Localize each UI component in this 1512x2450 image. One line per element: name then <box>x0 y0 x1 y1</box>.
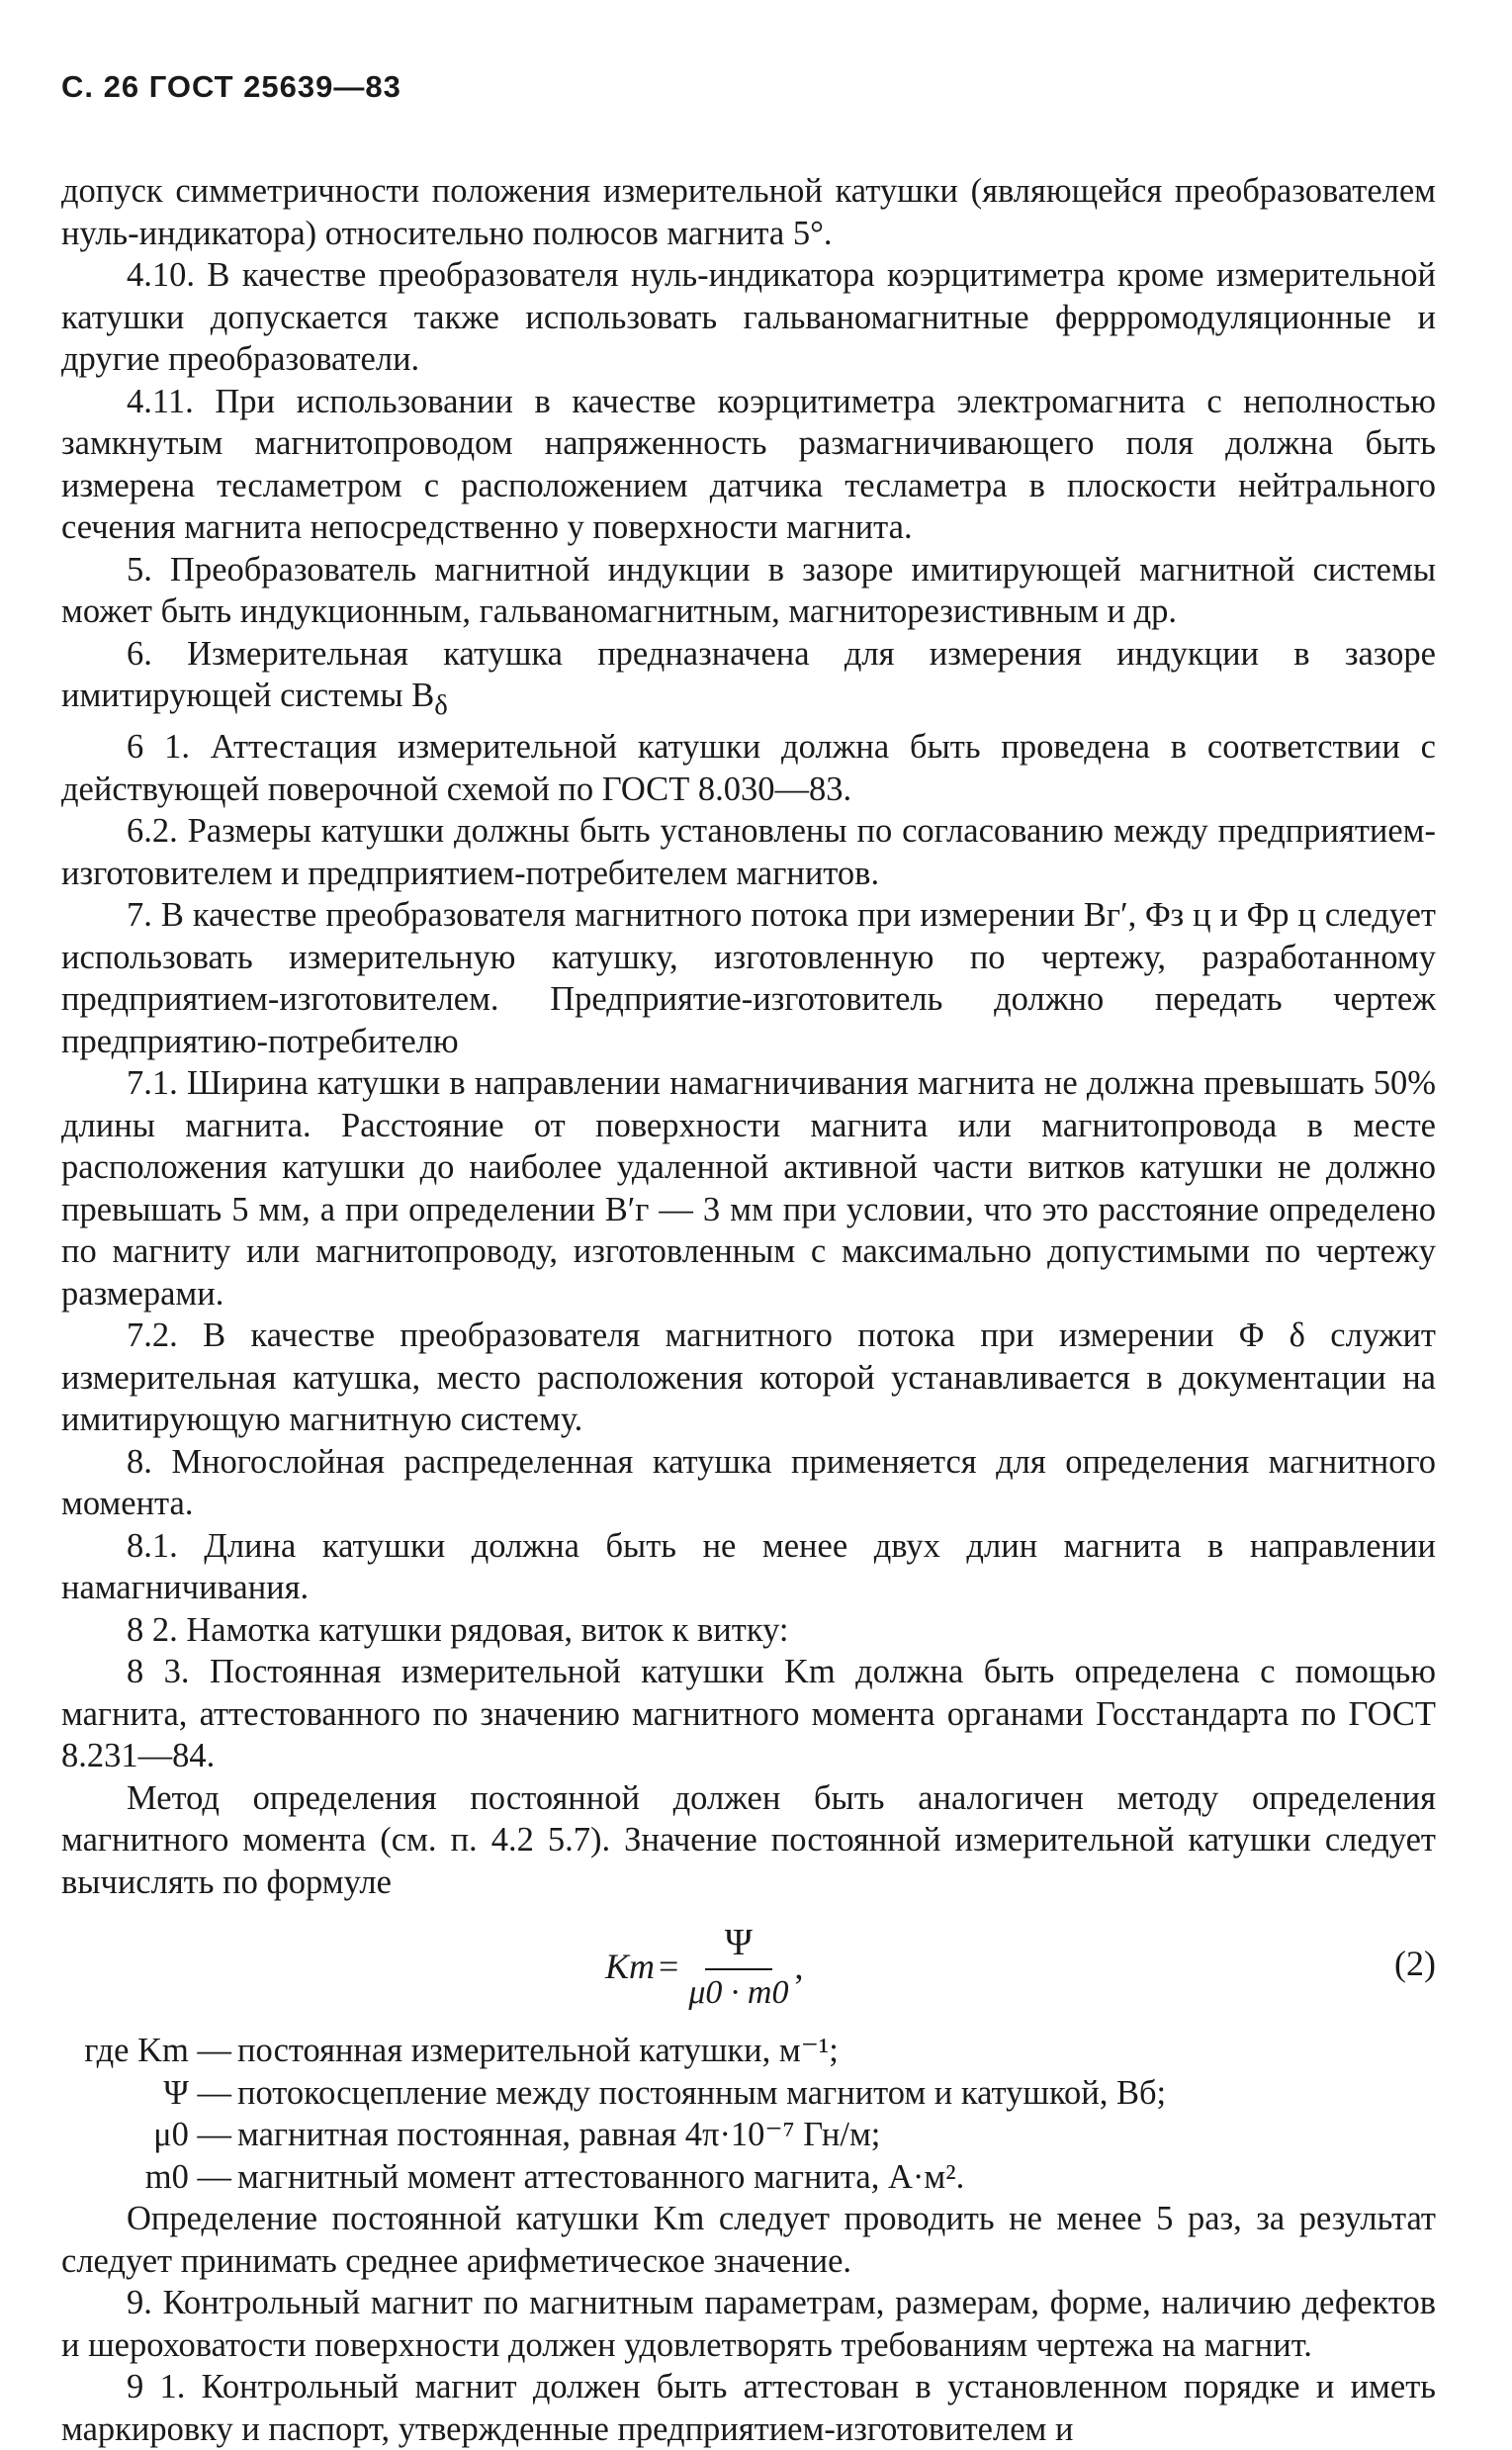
paragraph-text: 6. Измерительная катушка предназначена для измерения индукции в зазоре имитирующей системы B <box>61 634 1436 714</box>
paragraph: 6 1. Аттестация измерительной катушки должна быть проведена в соответствии с действующей поверочной схемой по ГОСТ 8.030—83. <box>61 728 1436 808</box>
where-value: магнитная постоянная, равная 4π·10⁻⁷ Гн/м; <box>237 2116 881 2154</box>
paragraph-with-sub <box>61 633 1436 727</box>
formula-numerator: Ψ <box>705 1921 772 1970</box>
where-symbol: Km — <box>137 2032 231 2070</box>
where-lead: где <box>84 2032 130 2070</box>
paragraph: 7. В качестве преобразователя магнитного потока при измерении Bг′, Φз ц и Φр ц следует использовать измерительную катушку, изготовленную по чертежу, разработанному предприятием-изготовителем. Предприятие-изготовитель должно передать чертеж предприятию-потребителю <box>61 896 1436 1060</box>
paragraph: 8. Многослойная распределенная катушка применяется для определения магнитного момента. <box>61 1442 1436 1523</box>
page-header: С. 26 ГОСТ 25639—83 <box>61 69 401 104</box>
where-symbol: μ0 — <box>153 2116 231 2154</box>
formula-fraction <box>688 1921 788 2012</box>
formula-equals: = <box>659 1947 679 1987</box>
paragraph: 8.1. Длина катушки должна быть не менее двух длин магнита в направлении намагничивания. <box>61 1526 1436 1607</box>
paragraph: 4.11. При использовании в качестве коэрцитиметра электромагнита с неполностью замкнутым магнитопроводом напряженность размагничивающего поля должна быть измерена тесламетром с расположением датчика тесламетра в плоскости нейтрального сечения магнита непосредственно у поверхности магнита. <box>61 382 1436 546</box>
formula-lhs: Km <box>605 1947 656 1987</box>
formula-number: (2) <box>1394 1944 1436 1984</box>
paragraph: 4.10. В качестве преобразователя нуль-индикатора коэрцитиметра кроме измерительной катушки допускается также использовать гальваномагнитные феррромодуляционные и другие преобразователи. <box>61 256 1436 378</box>
where-value: потокосцепление между постоянным магнитом и катушкой, Вб; <box>237 2073 1167 2112</box>
paragraph: 5. Преобразователь магнитной индукции в зазоре имитирующей магнитной системы может быть индукционным, гальваномагнитным, магниторезистивным и др. <box>61 550 1436 630</box>
paragraph: 7.1. Ширина катушки в направлении намагничивания магнита не должна превышать 50% длины магнита. Расстояние от поверхности магнита или магнитопровода в месте расположения катушки до наиболее удаленной активной части витков катушки не должно превышать 5 мм, а при определении B′г — 3 мм при условии, что это расстояние определено по магниту или магнитопроводу, изготовленным с максимально допустимыми по чертежу размерами. <box>61 1064 1436 1313</box>
paragraph: допуск симметричности положения измерительной катушки (являющейся преобразователем нуль-индикатора) относительно полюсов магнита 5°. <box>61 172 1436 252</box>
paragraph: 6.2. Размеры катушки должны быть установлены по согласованию между предприятием-изготовителем и предприятием-потребителем магнитов. <box>61 812 1436 892</box>
body-text-after <box>61 2198 1436 2450</box>
formula-denominator: μ0 · m0 <box>688 1974 789 2012</box>
where-block <box>61 2030 1436 2198</box>
formula-trailing: , <box>794 1947 804 1987</box>
paragraph: Определение постоянной катушки Km следует проводить не менее 5 раз, за результат следует принимать среднее арифметическое значение. <box>61 2200 1436 2280</box>
paragraph: 8 2. Намотка катушки рядовая, виток к витку: <box>127 1610 789 1649</box>
where-row <box>61 2114 1436 2156</box>
where-key <box>61 2030 237 2072</box>
body-text <box>61 170 1436 1903</box>
paragraph: 9 1. Контрольный магнит должен быть аттестован в установленном порядке и иметь маркировку и паспорт, утвержденные предприятием-изготовителем и <box>61 2368 1436 2448</box>
formula <box>605 1911 803 2022</box>
paragraph: 9. Контрольный магнит по магнитным параметрам, размерам, форме, наличию дефектов и шероховатости поверхности должен удовлетворять требованиям чертежа на магнит. <box>61 2284 1436 2364</box>
paragraph: 8 3. Постоянная измерительной катушки Km должна быть определена с помощью магнита, аттестованного по значению магнитного момента органами Госстандарта по ГОСТ 8.231—84. <box>61 1653 1436 1775</box>
paragraph: 7.2. В качестве преобразователя магнитного потока при измерении Φ δ служит измерительная катушка, место расположения которой устанавливается в документации на имитирующую магнитную систему. <box>61 1316 1436 1439</box>
where-value: магнитный момент аттестованного магнита, А·м². <box>237 2157 965 2196</box>
where-symbol: Ψ — <box>163 2073 231 2112</box>
where-value: постоянная измерительной катушки, м⁻¹; <box>237 2032 839 2070</box>
subscript: δ <box>434 688 448 721</box>
where-row <box>61 2072 1436 2115</box>
where-row <box>61 2030 1436 2072</box>
document-page <box>61 69 1436 2450</box>
formula-block <box>61 1911 1436 2028</box>
paragraph: Метод определения постоянной должен быть аналогичен методу определения магнитного момента (см. п. 4.2 5.7). Значение постоянной измерительной катушки следует вычислять по формуле <box>61 1778 1436 1901</box>
where-row <box>61 2156 1436 2199</box>
where-symbol: m0 — <box>144 2157 231 2196</box>
